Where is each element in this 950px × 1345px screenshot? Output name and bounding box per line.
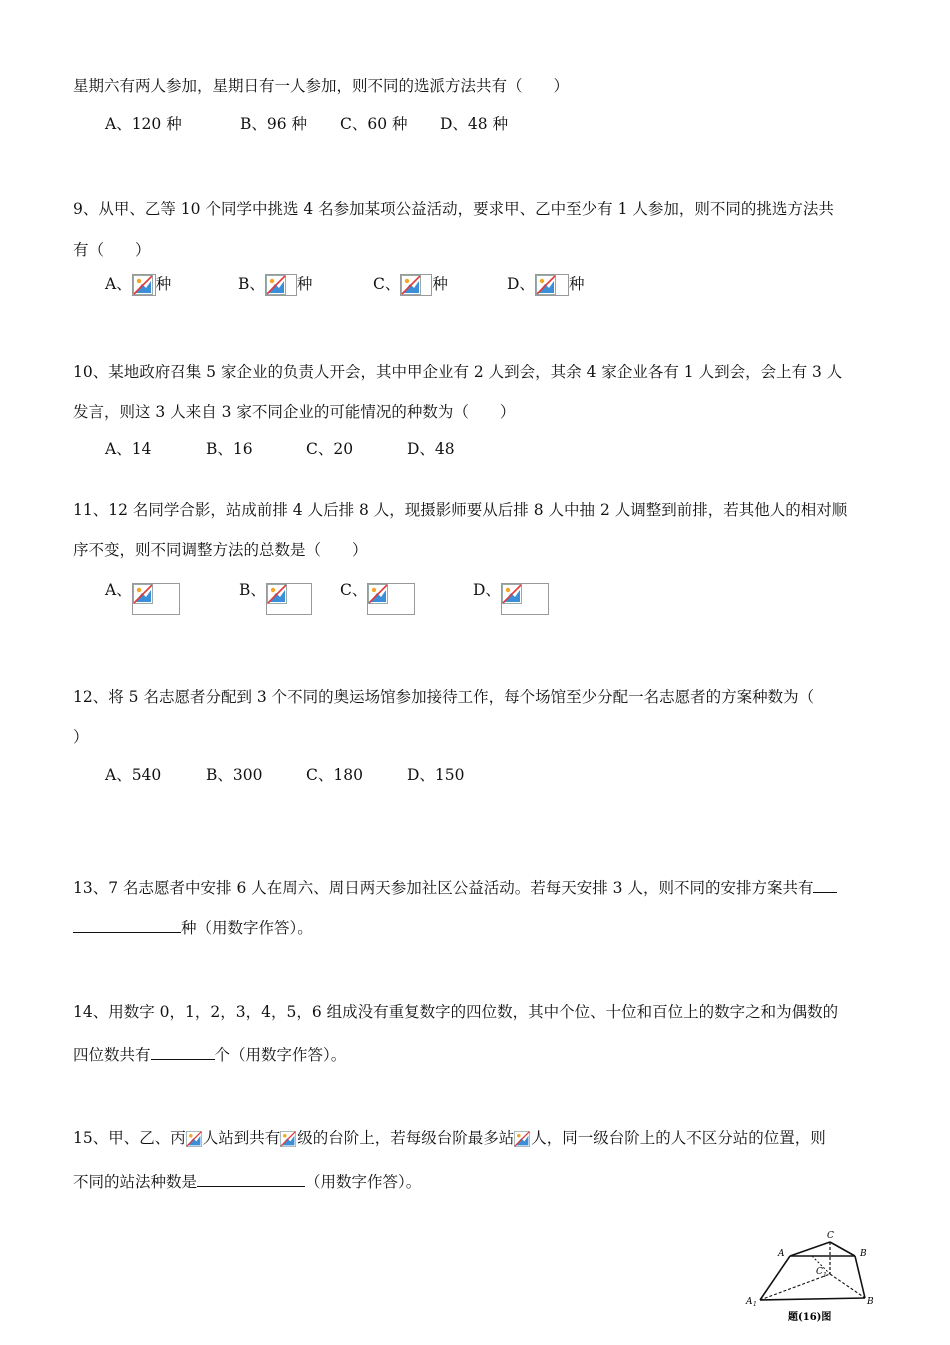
label-b: B	[860, 1249, 867, 1259]
q15-line1: 15、甲、乙、丙 人站到共有 级的台阶上，若每级台阶最多站 人，同一级台阶上的人不区分站的位置，则	[73, 1129, 826, 1147]
q12-option-b: B、300	[206, 766, 263, 784]
label-c: C	[827, 1231, 834, 1241]
figure-caption: 题(16)图	[788, 1312, 832, 1323]
q13-line2: 种（用数字作答）。	[73, 916, 313, 938]
answer-blank	[151, 1043, 215, 1060]
q11-option-a: A、	[105, 580, 180, 615]
edge-cb	[830, 1242, 855, 1256]
q9-option-c: C、 种	[373, 274, 448, 296]
q12-option-a: A、540	[105, 766, 162, 784]
geometry-figure	[740, 1226, 880, 1341]
answer-blank	[73, 916, 181, 933]
broken-image-icon	[501, 583, 549, 615]
q14-line1: 14、用数字 0，1，2，3，4，5，6 组成没有重复数字的四位数，其中个位、十位和百位上的数字之和为偶数的	[73, 1003, 839, 1021]
label-a1-sub: 1	[753, 1301, 757, 1308]
q9-option-b: B、 种	[238, 274, 312, 296]
label-a: A	[778, 1249, 785, 1259]
q10-option-c: C、20	[306, 440, 354, 458]
broken-image-icon	[266, 583, 312, 615]
q10-option-b: B、16	[206, 440, 253, 458]
label-b1: B	[867, 1297, 874, 1307]
answer-blank	[197, 1170, 305, 1187]
label-c1: C	[816, 1267, 823, 1277]
answer-blank	[813, 876, 837, 893]
q9-option-a: A、 种	[105, 274, 171, 296]
q8-option-d: D、48 种	[440, 115, 509, 133]
edge-a1c1	[760, 1274, 830, 1300]
q15-line2: 不同的站法种数是 （用数字作答）。	[73, 1170, 421, 1192]
broken-image-icon	[132, 583, 180, 615]
broken-image-icon	[186, 1130, 202, 1148]
label-a1: A	[746, 1297, 753, 1307]
q9-option-d: D、 种	[507, 274, 584, 296]
edge-ac	[790, 1242, 830, 1256]
q12-line2: ）	[73, 728, 89, 746]
broken-image-icon	[132, 274, 156, 296]
q9-line2: 有（ ）	[73, 241, 151, 259]
q11-option-b: B、	[239, 580, 312, 615]
q10-line1: 10、某地政府召集 5 家企业的负责人开会，其中甲企业有 2 人到会，其余 4 家企业各有 1 人到会，会上有 3 人	[73, 363, 843, 381]
q13-line1: 13、7 名志愿者中安排 6 人在周六、周日两天参加社区公益活动。若每天安排 3 人，则不同的安排方案共有	[73, 876, 837, 898]
edge-a1b1	[760, 1298, 865, 1300]
broken-image-icon	[265, 274, 297, 296]
q8-option-b: B、96 种	[240, 115, 308, 133]
broken-image-icon	[280, 1130, 296, 1148]
q11-line2: 序不变，则不同调整方法的总数是（ ）	[73, 541, 368, 559]
q11-option-d: D、	[473, 580, 549, 615]
broken-image-icon	[535, 274, 569, 296]
q9-line1: 9、从甲、乙等 10 个同学中挑选 4 名参加某项公益活动，要求甲、乙中至少有 1 人参加，则不同的挑选方法共	[73, 200, 834, 218]
q10-option-d: D、48	[407, 440, 455, 458]
q12-option-d: D、150	[407, 766, 465, 784]
label-c1-sub: 1	[823, 1272, 827, 1279]
q11-line1: 11、12 名同学合影，站成前排 4 人后排 8 人，现摄影师要从后排 8 人中抽 2 人调整到前排，若其他人的相对顺	[73, 501, 848, 519]
frustum-diagram	[740, 1226, 880, 1341]
q12-line1: 12、将 5 名志愿者分配到 3 个不同的奥运场馆参加接待工作，每个场馆至少分配一名志愿者的方案种数为（	[73, 688, 815, 706]
broken-image-icon	[514, 1130, 530, 1148]
q10-option-a: A、14	[105, 440, 152, 458]
broken-image-icon	[367, 583, 415, 615]
q10-line2: 发言，则这 3 人来自 3 家不同企业的可能情况的种数为（ ）	[73, 403, 516, 421]
broken-image-icon	[400, 274, 432, 296]
q8-text: 星期六有两人参加，星期日有一人参加，则不同的选派方法共有（ ）	[73, 77, 570, 95]
q12-option-c: C、180	[306, 766, 363, 784]
q8-option-a: A、120 种	[105, 115, 182, 133]
q11-option-c: C、	[340, 580, 415, 615]
edge-aa1	[760, 1256, 790, 1300]
q14-line2: 四位数共有 个（用数字作答）。	[73, 1043, 346, 1065]
q8-option-c: C、60 种	[340, 115, 408, 133]
